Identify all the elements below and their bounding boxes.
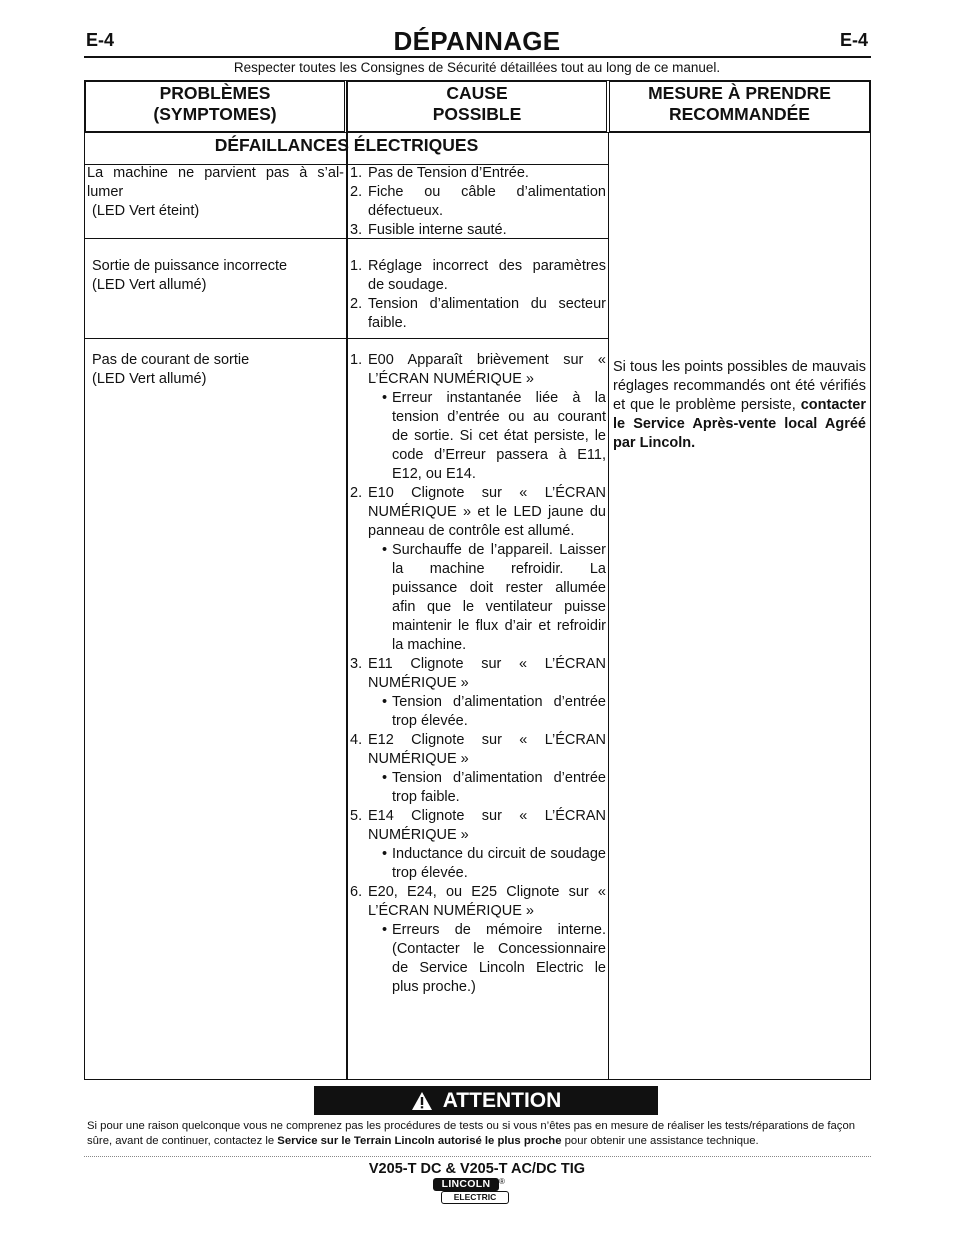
cause-item: 6. E20, E24, ou E25 Clignote sur « L’ÉCRAN NUMÉRIQUE » • Erreurs de mémoire interne. (Contacter le Concessionnaire de Service Lincoln Electric le plus proche.) [350, 884, 606, 995]
cause-item: 4. E12 Clignote sur « L’ÉCRAN NUMÉRIQUE » • Tension d’alimentation d’entrée trop faible. [350, 732, 606, 805]
problem-cell-1 [87, 164, 344, 221]
col-header-problems-line2: (SYMPTOMES) [153, 104, 277, 124]
attention-text-part1: Si pour une raison quelconque vous ne comprenez pas les procédures de tests ou si vous n’êtes pas en mesure de réaliser les tests/réparations de façon sûre, avant de continuer, contactez le [87, 1120, 856, 1147]
section-title: DÉFAILLANCES ÉLECTRIQUES [214, 135, 479, 155]
safety-note: Respecter toutes les Consignes de Sécurité détaillées tout au long de ce manuel. [233, 60, 721, 75]
action-cell [613, 358, 866, 453]
col-header-cause-line2: POSSIBLE [432, 104, 522, 124]
col-header-action-line1: MESURE À PRENDRE [648, 83, 831, 103]
cause-subitem: • Tension d’alimentation d’entrée trop élevée. [382, 694, 606, 729]
col-header-action [609, 81, 870, 132]
cause-subitem: • Erreurs de mémoire interne. (Contacter le Concessionnaire de Service Lincoln Electric le plus proche.) [382, 922, 606, 995]
page-code-right: E-4 [840, 30, 869, 50]
row-divider-2 [84, 338, 608, 339]
logo-top: LINCOLN [433, 1178, 499, 1191]
header-divider [84, 132, 871, 133]
problem-1-line2: lumer [87, 184, 124, 200]
action-text: Si tous les points possibles de mauvais réglages recommandés ont été vérifiés et que le problème persiste, [613, 359, 866, 413]
cause-item: 5. E14 Clignote sur « L’ÉCRAN NUMÉRIQUE » • Inductance du circuit de soudage trop élevée. [350, 808, 606, 881]
action-bold-text: contacter le Service Après-vente local Agréé par Lincoln. [613, 397, 867, 451]
col-header-cause-line1: CAUSE [446, 83, 508, 103]
cause-subitem: • Tension d’alimentation d’entrée trop faible. [382, 770, 606, 805]
cause-item: 1. E00 Apparaît brièvement sur « L’ÉCRAN NUMÉRIQUE » • Erreur instantanée liée à la tension d’entrée ou au courant de sortie. Si cet état persiste, le code d’Erreur passera à E11, E12, ou E14. [350, 352, 606, 482]
attention-text-bold: Service sur le Terrain Lincoln autorisé le plus proche [277, 1134, 562, 1147]
footer-rule [84, 1156, 871, 1157]
lincoln-electric-logo [433, 1178, 509, 1206]
cause-item: 3. Fusible interne sauté. [350, 222, 507, 238]
col-header-problems [85, 81, 345, 132]
problem-3-line1: Pas de courant de sortie [92, 352, 250, 368]
cause-subitem: • Erreur instantanée liée à la tension d’entrée ou au courant de sortie. Si cet état persiste, le code d’Erreur passera à E11, E12, ou E14. [382, 390, 606, 482]
cause-cell-3 [350, 351, 606, 997]
cause-item: 2. E10 Clignote sur « L’ÉCRAN NUMÉRIQUE » et le LED jaune du panneau de contrôle est allumé. • Surchauffe de l’appareil. Laisser la machine refroidir. La puissance doit rester allumée afin que le ventilateur puisse maintenir le flux d’air et refroidir la machine. [350, 485, 606, 653]
col-header-problems-line1: PROBLÈMES [159, 83, 271, 103]
problem-cell-3 [92, 351, 344, 389]
cause-subitem: • Surchauffe de l’appareil. Laisser la machine refroidir. La puissance doit rester allumée afin que le ventilateur puisse maintenir le flux d’air et refroidir la machine. [382, 542, 606, 653]
cause-item: 3. E11 Clignote sur « L’ÉCRAN NUMÉRIQUE » • Tension d’alimentation d’entrée trop élevée. [350, 656, 606, 729]
cause-item: 2. Fiche ou câble d’alimentation défectueux. [350, 184, 606, 219]
problem-cell-2 [92, 257, 344, 295]
page-code-left: E-4 [86, 30, 115, 50]
cause-item: 2. Tension d’alimentation du secteur faible. [350, 296, 606, 331]
attention-label: ATTENTION [442, 1088, 562, 1112]
footer-model: V205-T DC & V205-T AC/DC TIG [368, 1161, 586, 1177]
logo-bottom: ELECTRIC [441, 1191, 509, 1204]
cause-item: 1. Réglage incorrect des paramètres de soudage. [350, 258, 606, 293]
title-rule [84, 56, 871, 58]
col-header-cause [347, 81, 607, 132]
problem-1-line1: La machine ne parvient pas à s’al- [87, 165, 344, 181]
cause-cell-2 [350, 257, 606, 333]
attention-text [87, 1119, 872, 1148]
problem-2-line1: Sortie de puissance incorrecte [92, 258, 288, 274]
warning-triangle-icon [411, 1091, 433, 1111]
problem-2-line2: (LED Vert allumé) [92, 277, 207, 293]
cause-subitem: • Inductance du circuit de soudage trop élevée. [382, 846, 606, 881]
cause-item: 1. Pas de Tension d’Entrée. [350, 165, 529, 181]
cause-cell-1 [350, 164, 606, 240]
logo-registered-mark: ® [499, 1177, 505, 1186]
attention-banner [314, 1086, 658, 1115]
problem-1-line3: (LED Vert éteint) [92, 203, 200, 219]
col-header-action-line2: RECOMMANDÉE [669, 104, 810, 124]
col-divider-2 [608, 132, 609, 1080]
problem-3-line2: (LED Vert allumé) [92, 371, 207, 387]
col-divider-1 [346, 80, 348, 1080]
page-title: DÉPANNAGE [393, 26, 561, 56]
attention-text-part2: pour obtenir une assistance technique. [564, 1134, 759, 1147]
